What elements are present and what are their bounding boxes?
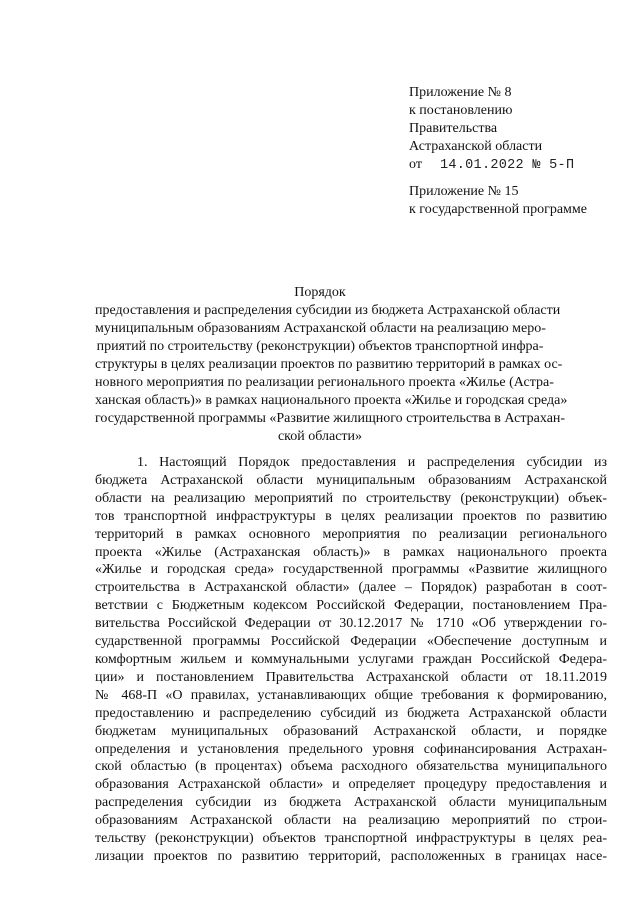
body-line: проекта «Жилье (Астраханская область)» в рамках национального проекта [95,544,607,560]
document-title [95,284,568,446]
appendix-region: Астраханской области [409,139,543,154]
body-paragraph [95,454,607,866]
body-line: тов транспортной инфраструктуры в целях реализации проектов по развитию [95,508,607,524]
title-line: структуры в целях реализации проектов по развитию территорий в рамках ос- [95,357,563,372]
body-line: области на реализацию мероприятий по строительству (реконструкции) объек- [95,490,607,506]
title-line: ской области» [277,429,363,444]
body-line: образования Астраханской области» и определяет процедуру предоставления и [95,777,607,793]
appendix-15-block [409,183,587,219]
body-line: вительства Российской Федерации от 30.12.2017 № 1710 «Об утверждении го- [95,616,607,632]
body-line: комфортным жильем и коммунальными услугами граждан Российской Федера- [95,651,607,667]
body-line: ветствии с Бюджетным кодексом Российской Федерации, постановлением Пра- [95,598,607,614]
body-line: ции» и постановлением Правительства Астраханской области от 18.11.2019 [95,669,607,685]
title-line: государственной программы «Развитие жилищного строительства в Астрахан- [95,411,566,426]
title-heading: Порядок [294,285,346,300]
body-line: № 468-П «О правилах, устанавливающих общие требования к формированию, [95,687,607,703]
body-line: ской областью (в процентах) объема расходного обязательства муниципального [95,759,607,775]
date-stamp: 14.01.2022 № 5-П [439,158,575,173]
body-line: сударственной программы Российской Федерации «Обеспечение доступным и [95,634,607,650]
body-line: тельству (реконструкции) объектов транспортной инфраструктуры в целях реа- [95,831,607,847]
appendix2-to-program: к государственной программе [409,202,587,217]
appendix-government: Правительства [409,121,498,136]
body-line: территорий в рамках основного мероприятия по реализации регионального [95,526,607,542]
title-line: предоставления и распределения субсидии из бюджета Астраханской области [95,303,561,318]
body-line: 1. Настоящий Порядок предоставления и распределения субсидии из [137,455,607,470]
title-line: новного мероприятия по реализации регионального проекта «Жилье (Астра- [95,375,554,390]
appendix-to-resolution: к постановлению [409,103,513,118]
title-line: приятий по строительству (реконструкции) объектов транспортной инфра- [96,339,544,354]
body-line: бюджета Астраханской области муниципальным образованиям Астраханской [95,472,607,488]
body-line: образованиям Астраханской области на реализацию мероприятий по строи- [95,813,607,829]
appendix-date-line [409,156,574,175]
body-line: определения и установления предельного уровня софинансирования Астрахан- [95,741,607,757]
date-prefix: от [409,157,422,172]
body-line: предоставлению и распределению субсидий из бюджета Астраханской области [95,705,607,721]
appendix-8-block [409,84,574,175]
body-line: строительства в Астраханской области» (далее – Порядок) разработан в соот- [95,580,607,596]
body-line: бюджетам муниципальных образований Астраханской области, и порядке [95,723,607,739]
appendix2-number: Приложение № 15 [409,184,519,199]
title-line: муниципальным образованиям Астраханской области на реализацию меро- [95,321,546,336]
body-line: распределения субсидии из бюджета Астраханской области муниципальным [95,795,607,811]
appendix-number: Приложение № 8 [409,85,512,100]
body-line: лизации проектов по развитию территорий, расположенных в границах насе- [95,848,607,864]
title-line: ханская область)» в рамках национального проекта «Жилье и городская среда» [95,393,568,408]
body-line: «Жилье и городская среда» государственной программы «Развитие жилищного [95,562,607,578]
